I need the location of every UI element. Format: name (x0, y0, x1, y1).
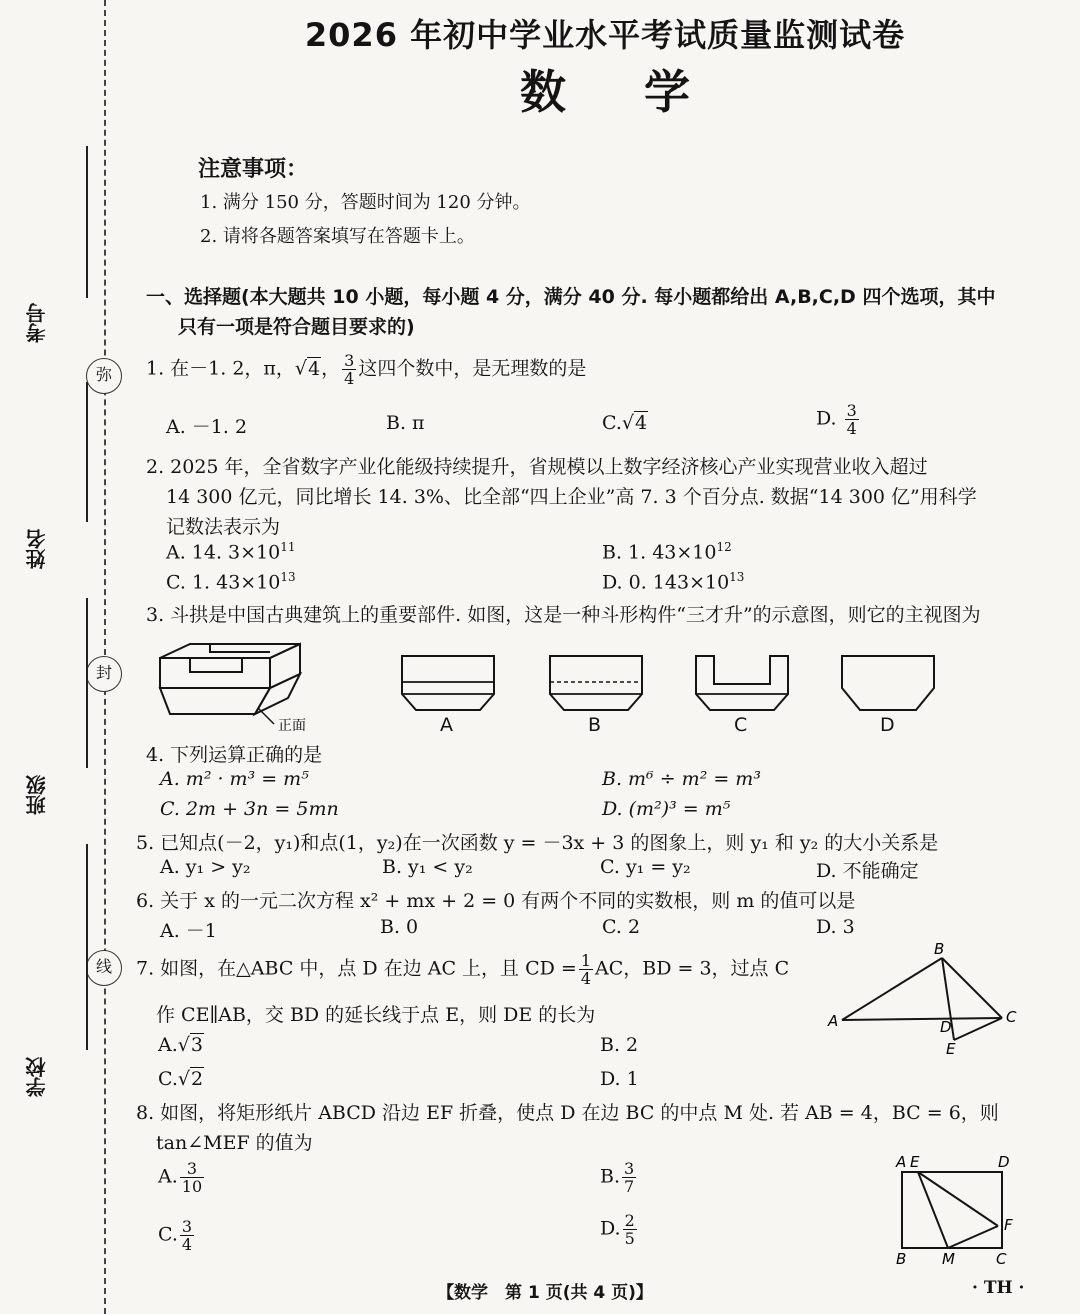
notice-item: 2. 请将各题答案填写在答题卡上。 (200, 226, 475, 247)
q7-option-a[interactable]: A.√3 (158, 1034, 203, 1056)
q4-option-c[interactable]: C. 2m + 3n = 5mn (160, 798, 339, 820)
section-heading-line1: 一、选择题(本大题共 10 小题，每小题 4 分，满分 40 分. 每小题都给出 A,B,C,D 四个选项，其中 (146, 286, 996, 308)
q1-sqrt-arg: 4 (308, 357, 321, 380)
q6-option-c[interactable]: C. 2 (602, 916, 641, 938)
field-class-label: 班级 (25, 775, 49, 815)
notice-item: 1. 满分 150 分，答题时间为 120 分钟。 (200, 192, 531, 213)
q2-option-d[interactable]: D. 0. $143\times 10^{13}$ (602, 570, 745, 594)
q8-label-d: D (998, 1153, 1010, 1171)
binding-margin (0, 0, 130, 1314)
q3-option-a-figure[interactable] (400, 654, 496, 714)
q8-label-f: F (1004, 1216, 1013, 1234)
q8-label-e: E (910, 1153, 920, 1171)
question-7-line2: 作 CE∥AB，交 BD 的延长线于点 E，则 DE 的长为 (156, 1004, 596, 1026)
q8-label-c: C (996, 1250, 1007, 1268)
q8-option-a[interactable]: A. $\frac{3}{10}$ (158, 1159, 203, 1196)
section-heading (146, 282, 1046, 342)
q3-option-c-label[interactable]: C (734, 714, 748, 736)
field-name-line[interactable] (86, 382, 88, 522)
q3-option-c-figure[interactable] (694, 654, 790, 714)
q7-label-c: C (1006, 1008, 1017, 1026)
q5-option-d[interactable]: D. 不能确定 (816, 860, 919, 882)
q5-option-b[interactable]: B. y₁ < y₂ (382, 856, 473, 878)
field-name-label: 姓名 (25, 529, 49, 569)
q7-label-d: D (940, 1018, 952, 1036)
q2-option-b[interactable]: B. 1. $43\times 10^{12}$ (602, 540, 732, 564)
field-school-label: 学校 (25, 1057, 49, 1097)
q7-option-c[interactable]: C.√2 (158, 1068, 204, 1090)
q4-option-d[interactable]: D. (m²)³ = m⁵ (602, 798, 731, 820)
q1-option-b[interactable]: B. π (386, 412, 425, 434)
q6-option-b[interactable]: B. 0 (380, 916, 419, 938)
page-footer: 【数学 第 1 页(共 4 页)】 (437, 1283, 653, 1303)
q4-option-b[interactable]: B. m⁶ ÷ m² = m³ (602, 768, 761, 790)
q1-option-c[interactable]: C.√4 (602, 412, 648, 434)
field-school-line[interactable] (86, 844, 88, 1050)
q8-option-c[interactable]: C. $\frac{3}{4}$ (158, 1217, 193, 1254)
q8-rectangle-figure (888, 1152, 1028, 1270)
question-2-line1: 2. 2025 年，全省数字产业化能级持续提升，省规模以上数字经济核心产业实现营业收入超过 (146, 456, 928, 478)
q8-label-m: M (942, 1250, 955, 1268)
q8-option-d[interactable]: D. $\frac{2}{5}$ (600, 1211, 635, 1248)
question-3: 3. 斗拱是中国古典建筑上的重要部件. 如图，这是一种斗形构件“三才升”的示意图，则它的主视图为 (146, 604, 981, 626)
q6-option-d[interactable]: D. 3 (816, 916, 855, 938)
q7-triangle-figure (824, 940, 1024, 1060)
question-5: 5. 已知点(－2，y₁)和点(1，y₂)在一次函数 y = －3x + 3 的图象上，则 y₁ 和 y₂ 的大小关系是 (136, 832, 939, 854)
q1-prefix: 1. 在－1. 2，π， (146, 357, 295, 380)
q3-front-label: 正面 (278, 718, 306, 734)
q5-option-c[interactable]: C. y₁ = y₂ (600, 856, 691, 878)
q3-solid-figure (150, 636, 330, 736)
paper-code: · TH · (972, 1278, 1025, 1298)
question-7-line1: 7. 如图，在△ABC 中，点 D 在边 AC 上，且 CD = $\frac{1}{4}$ AC，BD = 3，过点 C (136, 951, 790, 988)
q5-option-a[interactable]: A. y₁ > y₂ (160, 856, 251, 878)
q4-option-a[interactable]: A. m² · m³ = m⁵ (160, 768, 309, 790)
seal-mark-feng: 封 (86, 656, 122, 692)
seal-mark-xian: 线 (86, 950, 122, 986)
q3-option-d-label[interactable]: D (880, 714, 895, 736)
question-8-line2: tan∠MEF 的值为 (156, 1132, 313, 1154)
q7-label-e: E (946, 1040, 956, 1058)
subject-title: 数学 (520, 65, 768, 119)
question-1: 1. 在－1. 2，π，√4， $\frac{3}{4}$ 这四个数中，是无理数的是 (146, 351, 587, 388)
seal-mark-mi: 弥 (86, 358, 122, 394)
section-heading-line2: 只有一项是符合题目要求的) (178, 316, 415, 338)
q2-option-c[interactable]: C. 1. $43\times 10^{13}$ (166, 570, 296, 594)
q7-option-b[interactable]: B. 2 (600, 1034, 639, 1056)
q1-option-d[interactable]: D. $\frac{3}{4}$ (816, 401, 857, 438)
q8-label-a: A (896, 1153, 907, 1171)
q3-option-b-label[interactable]: B (588, 714, 602, 736)
q1-fraction: $\frac{3}{4}$ (344, 351, 355, 388)
q8-label-b: B (896, 1250, 907, 1268)
q7-option-d[interactable]: D. 1 (600, 1068, 639, 1090)
question-2-line2: 14 300 亿元，同比增长 14. 3%、比全部“四上企业”高 7. 3 个百分点. 数据“14 300 亿”用科学 (166, 486, 977, 508)
question-8-line1: 8. 如图，将矩形纸片 ABCD 沿边 EF 折叠，使点 D 在边 BC 的中点 M 处. 若 AB = 4，BC = 6，则 (136, 1102, 999, 1124)
q1-option-a[interactable]: A. －1. 2 (166, 416, 248, 438)
q8-option-b[interactable]: B. $\frac{3}{7}$ (600, 1159, 635, 1196)
field-exam-number-label: 考号 (25, 303, 49, 343)
notice-heading: 注意事项： (198, 157, 309, 182)
q6-option-a[interactable]: A. －1 (160, 920, 217, 942)
q3-option-b-figure[interactable] (548, 654, 644, 714)
q7-label-a: A (828, 1012, 839, 1030)
q1-suffix: 这四个数中，是无理数的是 (358, 357, 587, 380)
q3-option-a-label[interactable]: A (440, 714, 453, 736)
question-6: 6. 关于 x 的一元二次方程 x² + mx + 2 = 0 有两个不同的实数根，则 m 的值可以是 (136, 890, 856, 912)
field-exam-number-line[interactable] (86, 146, 88, 298)
exam-title: 2026 年初中学业水平考试质量监测试卷 (304, 16, 906, 54)
sqrt-symbol: √ (294, 357, 308, 380)
question-2-line3: 记数法表示为 (166, 516, 281, 538)
q2-option-a[interactable]: A. 14. $3\times 10^{11}$ (166, 540, 296, 564)
field-class-line[interactable] (86, 598, 88, 768)
q7-label-b: B (934, 940, 945, 958)
q3-front-arrow (258, 708, 274, 724)
question-4: 4. 下列运算正确的是 (146, 744, 323, 766)
q3-option-d-figure[interactable] (840, 654, 936, 714)
